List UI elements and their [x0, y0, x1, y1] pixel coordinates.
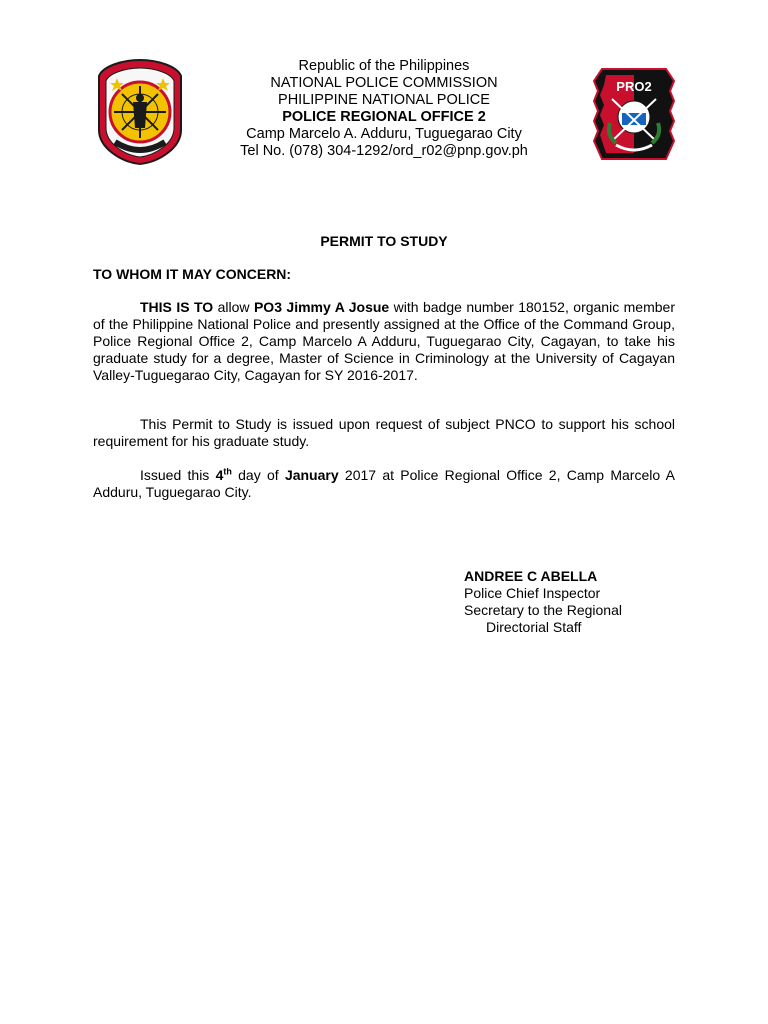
body-paragraph-1	[93, 299, 675, 384]
header-contact: Tel No. (078) 304-1292/ord_r02@pnp.gov.ph	[240, 143, 528, 159]
salutation: TO WHOM IT MAY CONCERN:	[93, 266, 292, 282]
signatory-position: Secretary to the Regional	[464, 602, 622, 618]
pnp-seal-icon	[97, 58, 183, 166]
pro2-logo-text: PRO2	[616, 79, 652, 94]
paragraph-text: with badge number 180152, organic member of the Philippine National Police and presently assigned at the Office of the Command Group, Police Regional Office 2, Camp Marcelo A Adduru, Tuguegarao City, Cagayan, to take his graduate study for a degree, Master of Science in Criminology at the University of Cagayan Valley-Tuguegarao City, Cagayan for SY 2016-2017.	[93, 299, 675, 383]
document-title: PERMIT TO STUDY	[320, 233, 448, 249]
pro2-seal-icon	[592, 65, 676, 163]
header-napolcom: NATIONAL POLICE COMMISSION	[270, 75, 498, 91]
signature-block	[464, 568, 622, 636]
subject-name: PO3 Jimmy A Josue	[253, 299, 390, 315]
paragraph-lead: THIS IS TO	[140, 299, 214, 315]
issue-day: 4	[215, 467, 224, 483]
header-pnp: PHILIPPINE NATIONAL POLICE	[278, 92, 490, 108]
letterhead	[200, 58, 568, 160]
header-address: Camp Marcelo A. Adduru, Tuguegarao City	[246, 126, 522, 142]
signatory-position-cont: Directorial Staff	[486, 619, 582, 635]
issue-day-suffix: th	[223, 466, 232, 477]
paragraph-text: allow	[213, 299, 254, 315]
header-office: POLICE REGIONAL OFFICE 2	[282, 109, 486, 125]
signatory-name: ANDREE C ABELLA	[464, 568, 598, 584]
header-republic: Republic of the Philippines	[298, 58, 470, 74]
body-paragraph-2: This Permit to Study is issued upon request of subject PNCO to support his school requirement for his graduate study.	[93, 416, 675, 449]
body-paragraph-3	[93, 467, 675, 501]
signatory-rank: Police Chief Inspector	[464, 585, 601, 601]
paragraph-text: 2017 at Police Regional Office 2, Camp Marcelo A Adduru, Tuguegarao City.	[93, 467, 675, 500]
issue-month: January	[284, 467, 339, 483]
paragraph-text: Issued this	[140, 467, 216, 483]
paragraph-text: day of	[231, 467, 285, 483]
